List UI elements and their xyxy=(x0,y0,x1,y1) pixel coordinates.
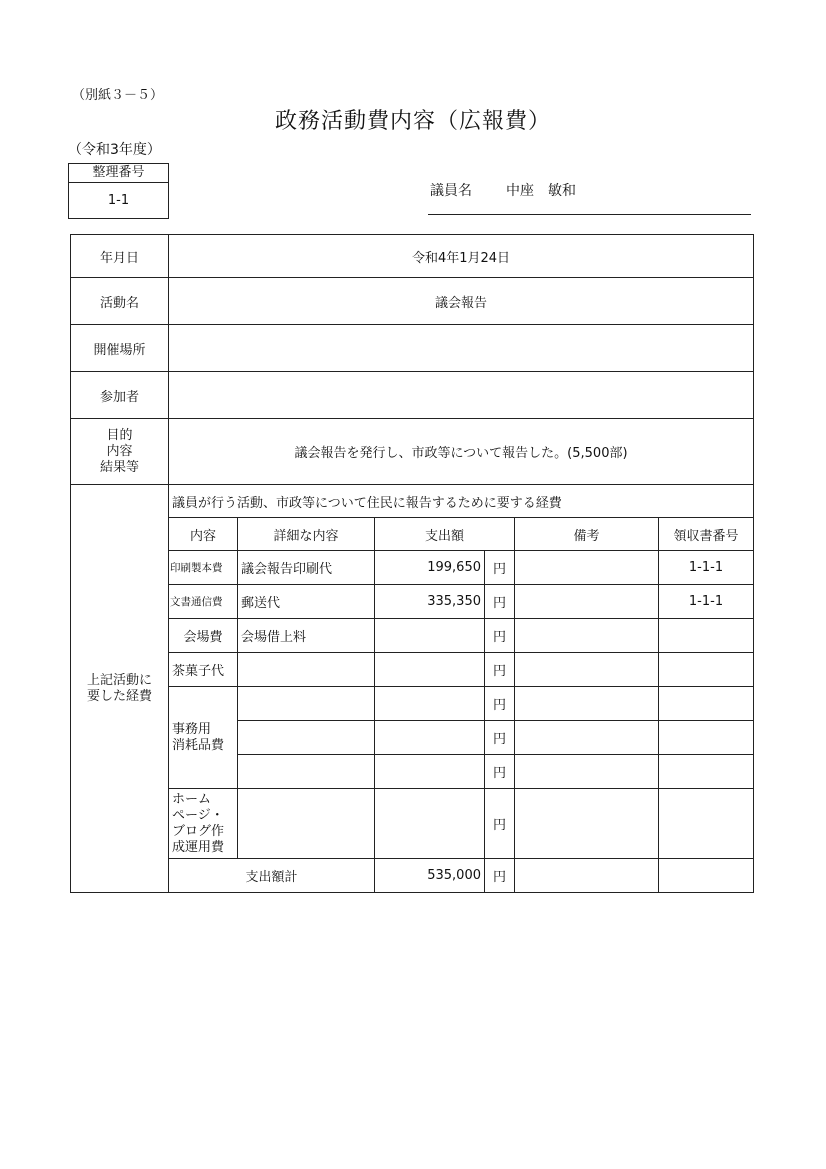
expense-category: 文書通信費 xyxy=(169,585,238,619)
expense-receipt: 1-1-1 xyxy=(659,585,754,619)
member-label: 議員名 xyxy=(430,183,472,199)
currency-unit: 円 xyxy=(485,687,515,721)
expense-amount xyxy=(375,721,485,755)
date-value: 令和4年1月24日 xyxy=(169,235,754,278)
expense-detail: 郵送代 xyxy=(238,585,375,619)
expense-category: 茶菓子代 xyxy=(169,653,238,687)
currency-unit: 円 xyxy=(485,551,515,585)
expense-amount xyxy=(375,789,485,859)
reference-number-box xyxy=(68,163,169,219)
expense-detail xyxy=(238,789,375,859)
currency-unit: 円 xyxy=(485,859,515,893)
document-title: 政務活動費内容（広報費） xyxy=(274,109,551,134)
venue-label: 開催場所 xyxy=(71,325,169,372)
expense-detail xyxy=(238,721,375,755)
member-name: 中座 敏和 xyxy=(506,183,576,199)
total-amount: 535,000 xyxy=(375,859,485,893)
currency-unit: 円 xyxy=(485,789,515,859)
purpose-value: 議会報告を発行し、市政等について報告した。(5,500部) xyxy=(169,419,754,485)
expense-remarks xyxy=(515,653,659,687)
venue-row xyxy=(71,325,754,372)
member-field xyxy=(430,180,576,200)
expense-detail: 会場借上料 xyxy=(238,619,375,653)
expense-row xyxy=(71,551,754,585)
date-label: 年月日 xyxy=(71,235,169,278)
participants-row xyxy=(71,372,754,419)
office-supplies-label: 事務用 消耗品費 xyxy=(169,687,238,789)
currency-unit: 円 xyxy=(485,619,515,653)
purpose-row xyxy=(71,419,754,485)
header-item: 内容 xyxy=(169,518,238,551)
expense-receipt xyxy=(659,789,754,859)
expense-receipt: 1-1-1 xyxy=(659,551,754,585)
homepage-label: ホーム ページ・ ブログ作 成運用費 xyxy=(169,789,238,859)
currency-unit: 円 xyxy=(485,653,515,687)
expense-remarks xyxy=(515,721,659,755)
expense-amount xyxy=(375,687,485,721)
office-supplies-row xyxy=(71,687,754,721)
venue-value xyxy=(169,325,754,372)
expense-remarks xyxy=(515,789,659,859)
expense-remarks xyxy=(515,585,659,619)
expense-detail xyxy=(238,653,375,687)
expense-detail: 議会報告印刷代 xyxy=(238,551,375,585)
member-underline xyxy=(428,214,751,215)
expense-remarks xyxy=(515,687,659,721)
total-receipt xyxy=(659,859,754,893)
reference-number-label: 整理番号 xyxy=(69,164,168,183)
header-amount: 支出額 xyxy=(375,518,515,551)
expense-category: 会場費 xyxy=(169,619,238,653)
expense-receipt xyxy=(659,619,754,653)
expense-amount xyxy=(375,755,485,789)
total-label: 支出額計 xyxy=(169,859,375,893)
purpose-label: 目的 内容 結果等 xyxy=(71,419,169,485)
expense-remarks xyxy=(515,755,659,789)
activity-label: 活動名 xyxy=(71,278,169,325)
expense-row xyxy=(71,585,754,619)
total-remarks xyxy=(515,859,659,893)
expense-amount xyxy=(375,619,485,653)
expense-receipt xyxy=(659,755,754,789)
currency-unit: 円 xyxy=(485,755,515,789)
header-receipt: 領収書番号 xyxy=(659,518,754,551)
expense-category: 印刷製本費 xyxy=(169,551,238,585)
expense-amount: 335,350 xyxy=(375,585,485,619)
currency-unit: 円 xyxy=(485,585,515,619)
homepage-row xyxy=(71,789,754,859)
fiscal-year: （令和3年度） xyxy=(68,142,161,158)
expense-remarks xyxy=(515,619,659,653)
expense-amount xyxy=(375,653,485,687)
appendix-note: （別紙３－５） xyxy=(72,88,164,103)
date-row xyxy=(71,235,754,278)
expense-receipt xyxy=(659,687,754,721)
expense-row xyxy=(71,653,754,687)
currency-unit: 円 xyxy=(485,721,515,755)
expense-receipt xyxy=(659,721,754,755)
expense-header-row xyxy=(71,518,754,551)
expense-report-table xyxy=(70,234,754,893)
activity-value: 議会報告 xyxy=(169,278,754,325)
expense-section-label: 上記活動に 要した経費 xyxy=(71,485,169,893)
participants-value xyxy=(169,372,754,419)
header-detail: 詳細な内容 xyxy=(238,518,375,551)
expense-receipt xyxy=(659,653,754,687)
expense-description: 議員が行う活動、市政等について住民に報告するために要する経費 xyxy=(169,485,754,518)
expense-remarks xyxy=(515,551,659,585)
reference-number-value: 1-1 xyxy=(107,193,130,208)
header-remarks: 備考 xyxy=(515,518,659,551)
activity-row xyxy=(71,278,754,325)
expense-description-row xyxy=(71,485,754,518)
expense-row xyxy=(71,619,754,653)
expense-detail xyxy=(238,687,375,721)
participants-label: 参加者 xyxy=(71,372,169,419)
expense-detail xyxy=(238,755,375,789)
expense-amount: 199,650 xyxy=(375,551,485,585)
total-row xyxy=(71,859,754,893)
